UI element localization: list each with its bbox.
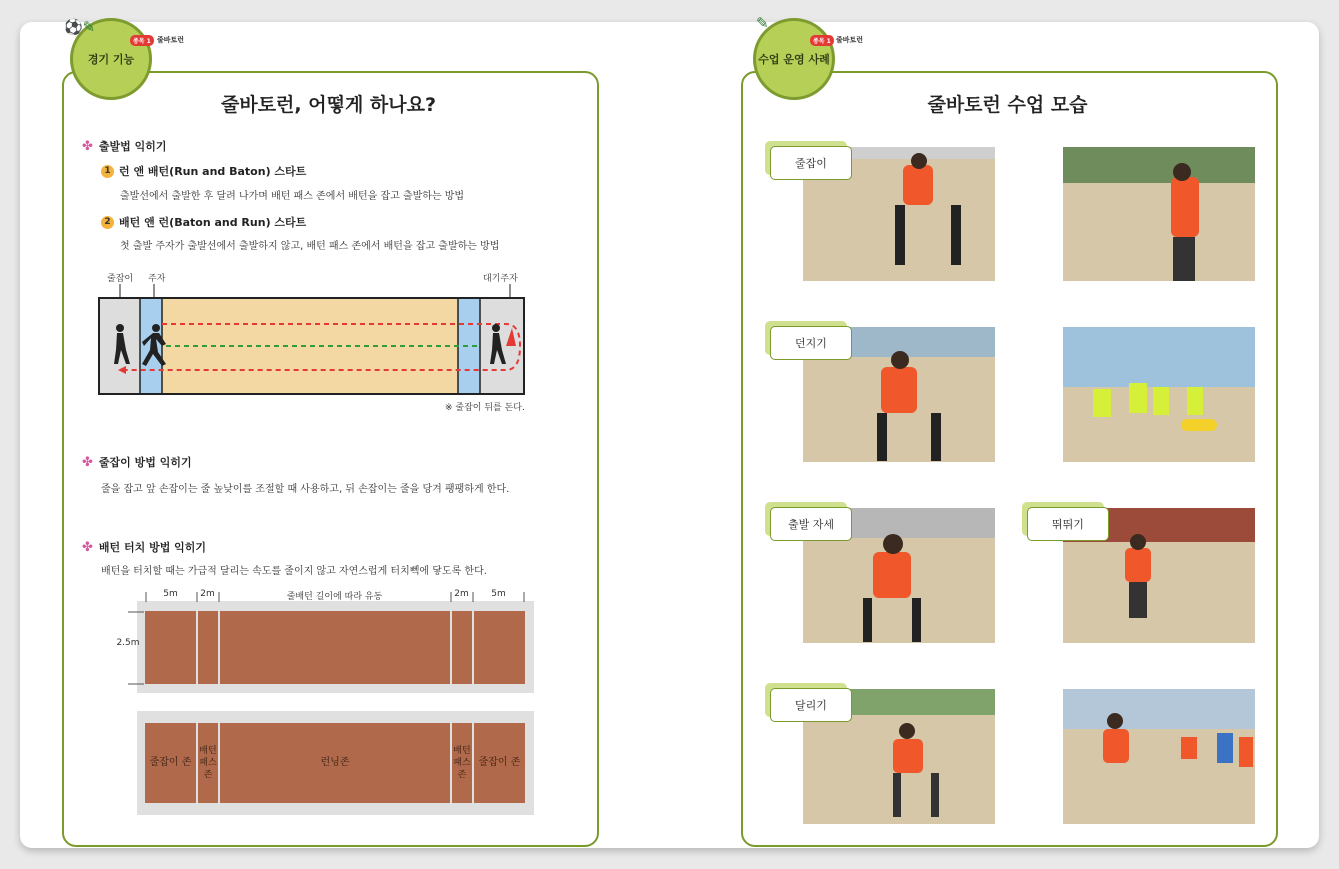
sports-icon: ✎: [756, 14, 769, 32]
photo-label-2: 던지기: [770, 326, 852, 360]
photo-label-3: 출발 자세: [770, 507, 852, 541]
zone-running: 런닝존: [220, 723, 450, 803]
zone-top-5: [474, 611, 525, 684]
dim-2: 2m: [200, 589, 215, 599]
section-holder-desc: 줄을 잡고 앞 손잡이는 줄 높낮이를 조절할 때 사용하고, 뒤 손잡이는 줄을 당겨 팽팽하게 한다.: [101, 484, 510, 495]
section-touch-heading-text: 배턴 터치 방법 익히기: [98, 541, 207, 554]
label-runner: 주자: [148, 274, 166, 284]
clover-icon: ✤: [82, 454, 93, 470]
photo-label-5: 달리기: [770, 688, 852, 722]
left-category-name: 줄바토런: [157, 36, 185, 44]
item2-number: 2: [101, 216, 114, 229]
zone-pass-left: 배턴 패스 존: [198, 723, 218, 803]
dim-5: 5m: [491, 589, 506, 599]
track-diagram: [96, 284, 528, 398]
photo-label-4: 뛰뛰기: [1027, 507, 1109, 541]
dim-4: 2m: [454, 589, 469, 599]
section-touch-heading: [82, 539, 206, 555]
clover-icon: ✤: [82, 138, 93, 154]
sports-icon: ⚽✎: [64, 18, 96, 36]
zone-holder-right: 줄잡이 존: [474, 723, 525, 803]
item1-desc: 출발선에서 출발한 후 달려 나가며 배턴 패스 존에서 배턴을 잡고 출발하는 방법: [120, 191, 465, 202]
dim-height: 2.5m: [116, 638, 140, 648]
track-note: ※ 줄잡이 뒤를 돈다.: [445, 403, 525, 413]
zone-top-3: [220, 611, 450, 684]
left-page-title: 줄바토런, 어떻게 하나요?: [220, 94, 436, 116]
section-holder-heading-text: 줄잡이 방법 익히기: [98, 456, 192, 469]
right-category-name: 줄바토런: [836, 36, 864, 44]
left-badge-text: 경기 기능: [87, 52, 135, 66]
photo-2: [1063, 147, 1255, 281]
zone-holder-left: 줄잡이 존: [145, 723, 196, 803]
item2-title-text: 배턴 앤 런(Baton and Run) 스타트: [119, 216, 307, 229]
right-page-title: 줄바토런 수업 모습: [927, 94, 1088, 116]
section-start-heading: [82, 138, 167, 154]
section-start-heading-text: 출발법 익히기: [98, 140, 167, 153]
clover-icon: ✤: [82, 539, 93, 555]
item1-title: [101, 163, 306, 179]
item1-title-text: 런 앤 배턴(Run and Baton) 스타트: [119, 165, 307, 178]
label-waiting: 대기주자: [483, 274, 518, 284]
zone-top-2: [198, 611, 218, 684]
item2-desc: 첫 출발 주자가 출발선에서 출발하지 않고, 배턴 패스 존에서 배턴을 잡고 출발하는 방법: [120, 241, 500, 252]
photo-8: [1063, 689, 1255, 824]
label-holder: 줄잡이: [107, 274, 134, 284]
section-holder-heading: [82, 454, 192, 470]
photo-4: [1063, 327, 1255, 462]
right-badge-text: 수업 운영 사례: [758, 52, 830, 66]
item1-number: 1: [101, 165, 114, 178]
zone-top-4: [452, 611, 472, 684]
dim-3: 줄배턴 길이에 따라 유동: [286, 592, 383, 602]
right-category-tag: 종목 1: [810, 35, 834, 46]
photo-label-1: 줄잡이: [770, 146, 852, 180]
item2-title: [101, 214, 306, 230]
zone-top-1: [145, 611, 196, 684]
section-touch-desc: 배턴을 터치할 때는 가급적 달리는 속도를 줄이지 않고 자연스럽게 터치뻭에 닿도록 한다.: [101, 566, 487, 577]
dim-1: 5m: [163, 589, 178, 599]
zone-pass-right: 배턴 패스 존: [452, 723, 472, 803]
left-category-tag: 종목 1: [130, 35, 154, 46]
